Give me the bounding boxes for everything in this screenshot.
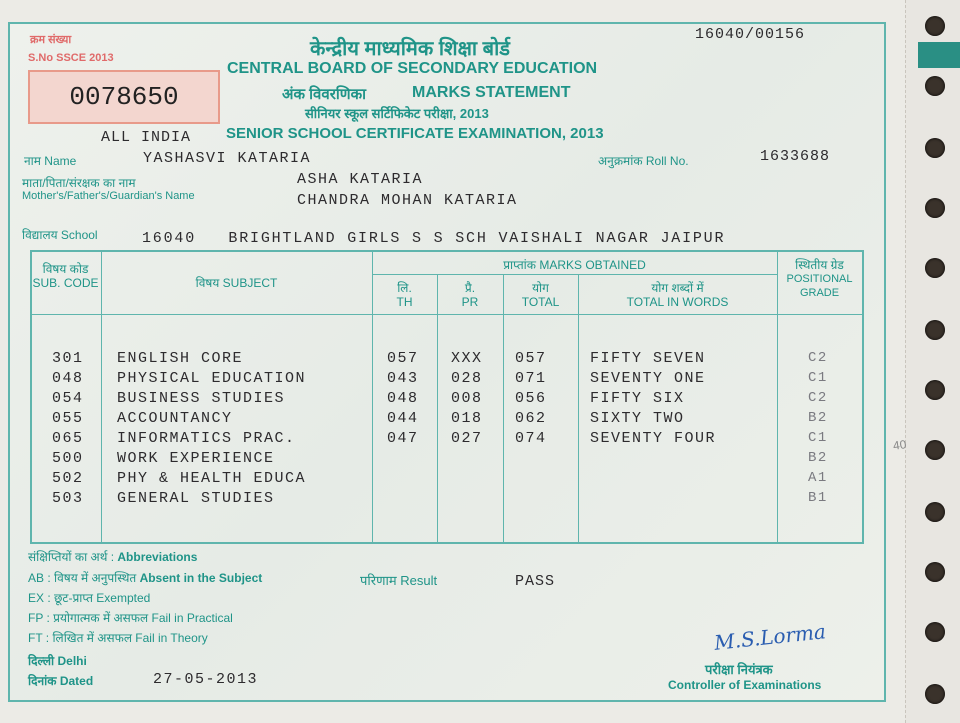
subject-code: 048 — [52, 370, 84, 387]
positional-grade: C2 — [808, 350, 828, 366]
roll-label — [598, 152, 689, 169]
date-label-hindi: दिनांक — [28, 674, 57, 688]
name-label-english: Name — [44, 154, 77, 168]
board-title: CENTRAL BOARD OF SECONDARY EDUCATION — [227, 60, 598, 77]
practical-marks: 008 — [451, 390, 483, 407]
result-value: PASS — [515, 573, 556, 590]
abbrev-ab — [28, 569, 262, 586]
punch-hole — [925, 380, 945, 400]
parent-label-hindi: माता/पिता/संरक्षक का नाम — [22, 176, 136, 190]
issue-date: 27-05-2013 — [153, 671, 259, 688]
father-name: CHANDRA MOHAN KATARIA — [297, 192, 518, 209]
controller-title: Controller of Examinations — [668, 678, 822, 692]
header-marks-hindi: प्राप्तांक — [503, 258, 536, 272]
total-in-words: SEVENTY ONE — [590, 370, 706, 387]
subject-code: 054 — [52, 390, 84, 407]
subject-name: WORK EXPERIENCE — [117, 450, 275, 467]
subject-code: 502 — [52, 470, 84, 487]
abbrev-ab-english: Absent in the Subject — [139, 571, 263, 585]
name-label — [24, 152, 76, 169]
subject-name: ENGLISH CORE — [117, 350, 244, 367]
school-label-hindi: विद्यालय — [22, 228, 58, 242]
abbreviations-title-english: Abbreviations — [117, 550, 198, 564]
exam-title-hindi: सीनियर स्कूल सर्टिफिकेट परीक्षा, 2013 — [305, 106, 489, 121]
serial-number: 0078650 — [28, 70, 220, 124]
practical-marks: 018 — [451, 410, 483, 427]
punch-hole — [925, 198, 945, 218]
name-label-hindi: नाम — [24, 154, 41, 168]
header-sub-code-hindi: विषय कोड — [42, 262, 89, 276]
total-marks: 071 — [515, 370, 547, 387]
practical-marks: XXX — [451, 350, 483, 367]
total-marks: 074 — [515, 430, 547, 447]
exam-title: SENIOR SCHOOL CERTIFICATE EXAMINATION, 2013 — [226, 125, 604, 142]
candidate-name: YASHASVI KATARIA — [143, 150, 312, 167]
header-grade-english: POSITIONAL GRADE — [786, 273, 853, 299]
abbreviations-title — [28, 548, 197, 565]
abbreviations-title-hindi: संक्षिप्तियों का अर्थ : — [28, 550, 115, 564]
positional-grade: B1 — [808, 490, 828, 506]
statement-title-hindi: अंक विवरणिका — [282, 86, 366, 103]
header-th — [372, 281, 437, 309]
practical-marks: 027 — [451, 430, 483, 447]
parent-label: Mother's/Father's/Guardian's Name — [22, 190, 195, 202]
subject-name: BUSINESS STUDIES — [117, 390, 286, 407]
header-th-hindi: लि. — [397, 281, 412, 295]
subject-name: PHY & HEALTH EDUCA — [117, 470, 307, 487]
subject-name: PHYSICAL EDUCATION — [117, 370, 307, 387]
teal-edge-mark — [918, 42, 960, 68]
punch-hole — [925, 320, 945, 340]
header-subject-english: SUBJECT — [222, 276, 278, 290]
school-name: 16040 BRIGHTLAND GIRLS S S SCH VAISHALI NAGAR JAIPUR — [142, 230, 726, 247]
total-marks: 056 — [515, 390, 547, 407]
positional-grade: C2 — [808, 390, 828, 406]
col-divider — [101, 250, 102, 542]
serial-stamp-bottom: S.No SSCE 2013 — [28, 52, 114, 64]
subject-code: 301 — [52, 350, 84, 367]
abbrev-ft: FT : लिखित में असफल Fail in Theory — [28, 631, 208, 645]
subject-code: 503 — [52, 490, 84, 507]
header-marks-obtained — [372, 258, 777, 272]
theory-marks: 044 — [387, 410, 419, 427]
header-subject-hindi: विषय — [195, 276, 220, 290]
roll-label-hindi: अनुक्रमांक — [598, 154, 643, 168]
col-divider — [578, 275, 579, 542]
header-pr-english: PR — [461, 295, 479, 309]
header-pr — [437, 281, 503, 309]
total-in-words: SIXTY TWO — [590, 410, 685, 427]
header-total — [503, 281, 578, 309]
header-bottom-line — [30, 314, 862, 315]
punch-hole — [925, 138, 945, 158]
header-sub-code-english: SUB. CODE — [32, 276, 99, 290]
punch-hole — [925, 562, 945, 582]
subject-name: GENERAL STUDIES — [117, 490, 275, 507]
positional-grade: A1 — [808, 470, 828, 486]
total-in-words: FIFTY SEVEN — [590, 350, 706, 367]
result-label-hindi: परिणाम — [360, 573, 397, 588]
header-subject — [101, 276, 372, 290]
positional-grade: C1 — [808, 430, 828, 446]
practical-marks: 028 — [451, 370, 483, 387]
header-words-english: TOTAL IN WORDS — [626, 295, 729, 309]
theory-marks: 057 — [387, 350, 419, 367]
place-label — [28, 652, 87, 669]
date-label — [28, 672, 93, 689]
region-label: ALL INDIA — [101, 129, 192, 146]
subject-code: 065 — [52, 430, 84, 447]
col-divider — [503, 275, 504, 542]
board-title-hindi: केन्द्रीय माध्यमिक शिक्षा बोर्ड — [310, 38, 510, 60]
perforated-strip — [905, 0, 960, 723]
subject-code: 055 — [52, 410, 84, 427]
header-divider — [372, 274, 777, 275]
total-marks: 057 — [515, 350, 547, 367]
punch-hole — [925, 16, 945, 36]
subject-name: ACCOUNTANCY — [117, 410, 233, 427]
header-words-hindi: योग शब्दों में — [651, 281, 704, 295]
header-grade — [777, 258, 862, 300]
abbrev-ab-hindi: AB : विषय में अनुपस्थित — [28, 571, 137, 585]
controller-title-hindi: परीक्षा नियंत्रक — [705, 662, 773, 677]
header-th-english: TH — [396, 295, 413, 309]
theory-marks: 047 — [387, 430, 419, 447]
controller-signature: M.S.Lorma — [713, 619, 827, 655]
punch-hole — [925, 502, 945, 522]
school-label — [22, 226, 98, 243]
abbrev-fp: FP : प्रयोगात्मक में असफल Fail in Practical — [28, 611, 233, 625]
theory-marks: 043 — [387, 370, 419, 387]
place-hindi: दिल्ली — [28, 654, 55, 668]
header-pr-hindi: प्रै. — [464, 281, 476, 295]
reference-number: 16040/00156 — [695, 26, 806, 43]
subject-name: INFORMATICS PRAC. — [117, 430, 296, 447]
header-sub-code — [30, 262, 101, 290]
theory-marks: 048 — [387, 390, 419, 407]
roll-number: 1633688 — [760, 148, 831, 165]
subject-code: 500 — [52, 450, 84, 467]
serial-stamp-top: क्रम संख्या — [30, 34, 72, 46]
school-label-english: School — [60, 228, 98, 242]
result-label-english: Result — [400, 573, 438, 588]
punch-hole — [925, 440, 945, 460]
punch-hole — [925, 258, 945, 278]
positional-grade: B2 — [808, 450, 828, 466]
mother-name: ASHA KATARIA — [297, 171, 424, 188]
header-total-english: TOTAL — [521, 295, 560, 309]
roll-label-english: Roll No. — [645, 154, 689, 168]
punch-hole — [925, 76, 945, 96]
header-grade-hindi: स्थितीय ग्रेड — [795, 258, 844, 272]
punch-hole — [925, 684, 945, 704]
place-english: Delhi — [57, 654, 87, 668]
col-divider — [437, 275, 438, 542]
abbrev-ex: EX : छूट-प्राप्त Exempted — [28, 591, 151, 605]
total-in-words: FIFTY SIX — [590, 390, 685, 407]
header-total-hindi: योग — [532, 281, 549, 295]
positional-grade: C1 — [808, 370, 828, 386]
positional-grade: B2 — [808, 410, 828, 426]
result-label — [360, 571, 437, 589]
total-in-words: SEVENTY FOUR — [590, 430, 717, 447]
date-label-english: Dated — [59, 674, 94, 688]
header-total-words — [578, 281, 777, 309]
margin-note: 40 — [892, 437, 908, 453]
punch-hole — [925, 622, 945, 642]
total-marks: 062 — [515, 410, 547, 427]
header-marks-english: MARKS OBTAINED — [539, 258, 646, 272]
statement-title: MARKS STATEMENT — [412, 84, 571, 101]
